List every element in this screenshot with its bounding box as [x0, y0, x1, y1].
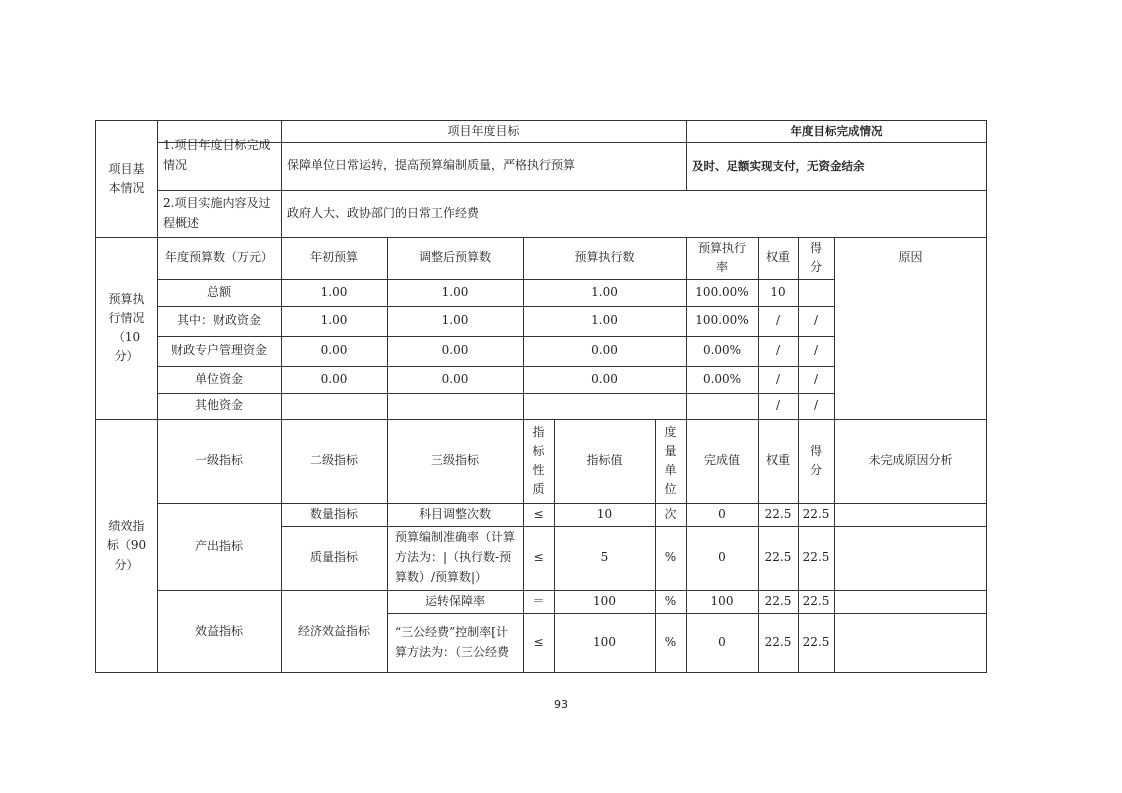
perf-actual: 100 — [710, 593, 734, 608]
target-value-header: 指标值 — [586, 453, 623, 468]
perf-value: 100 — [593, 635, 616, 650]
level2-header: 二级指标 — [309, 453, 358, 468]
budget-row-score: / — [813, 398, 819, 413]
budget-row-score: / — [813, 371, 819, 386]
perf-level2: 数量指标 — [309, 506, 358, 521]
budget-row-rate: 100.00% — [695, 313, 749, 328]
perf-weight: 22.5 — [764, 506, 792, 521]
budget-row-initial: 0.00 — [320, 371, 348, 386]
budget-row-name: 其中：财政资金 — [176, 313, 261, 328]
perf-level3: “三公经费”控制率[计算方法为：（三公经费 — [395, 625, 510, 659]
initial-budget-header: 年初预算 — [309, 250, 358, 265]
budget-row-executed: 0.00 — [591, 343, 618, 358]
perf-weight: 22.5 — [764, 635, 792, 650]
adjusted-budget-header: 调整后预算数 — [418, 250, 491, 265]
annual-budget-header: 年度预算数（万元） — [164, 250, 273, 265]
level1-header: 一级指标 — [194, 453, 243, 468]
implementation-label: 2.项目实施内容及过程概述 — [163, 195, 271, 230]
nature-header: 指标性质 — [532, 424, 545, 497]
analysis-header: 未完成原因分析 — [868, 453, 953, 468]
perf-score: 22.5 — [802, 635, 830, 650]
budget-row-score: / — [813, 343, 819, 358]
budget-row-rate: 100.00% — [695, 284, 749, 299]
budget-weight-header: 权重 — [765, 250, 790, 265]
perf-nature: ≤ — [533, 506, 544, 521]
budget-row-weight: / — [775, 371, 781, 386]
budget-row-initial: 1.00 — [320, 284, 348, 299]
budget-row-initial: 0.00 — [320, 343, 348, 358]
budget-row-rate: 0.00% — [702, 343, 742, 358]
execution-rate-header: 预算执行率 — [698, 240, 747, 274]
completion-header: 年度目标完成情况 — [790, 124, 883, 139]
budget-row-name: 财政专户管理资金 — [170, 343, 267, 358]
page-number: 93 — [554, 698, 568, 711]
perf-weight-header: 权重 — [765, 453, 790, 468]
perf-value: 100 — [593, 593, 616, 608]
perf-actual: 0 — [718, 550, 726, 565]
reason-header: 原因 — [898, 250, 923, 265]
budget-row-name: 单位资金 — [194, 371, 243, 386]
actual-value-header: 完成值 — [703, 453, 740, 468]
perf-level3: 科目调整次数 — [418, 506, 491, 521]
output-indicator-label: 产出指标 — [194, 538, 243, 553]
perf-weight: 22.5 — [764, 550, 792, 565]
goal-header: 项目年度目标 — [447, 123, 520, 138]
budget-row-executed: 1.00 — [591, 313, 618, 328]
budget-row-name: 总额 — [206, 284, 231, 299]
budget-row-executed: 1.00 — [591, 284, 618, 299]
goal-text: 保障单位日常运转，提高预算编制质量，严格执行预算 — [287, 158, 576, 173]
budget-row-weight: 10 — [770, 284, 786, 299]
budget-score-header: 得分 — [809, 240, 822, 274]
budget-row-adjusted: 0.00 — [441, 343, 469, 358]
perf-unit: % — [664, 635, 677, 650]
perf-level3: 预算编制准确率（计算方法为：|（执行数-预算数）/预算数|） — [395, 530, 516, 584]
perf-unit: % — [664, 593, 677, 608]
perf-value: 10 — [596, 506, 613, 521]
budget-row-weight: / — [775, 398, 781, 413]
budget-row-adjusted: 1.00 — [441, 284, 469, 299]
perf-score: 22.5 — [802, 506, 830, 521]
performance-table — [95, 120, 987, 673]
perf-level2: 质量指标 — [309, 550, 358, 565]
executed-budget-header: 预算执行数 — [574, 250, 635, 265]
budget-row-adjusted: 1.00 — [441, 313, 469, 328]
level3-header: 三级指标 — [430, 453, 479, 468]
perf-weight: 22.5 — [764, 593, 792, 608]
perf-actual: 0 — [718, 506, 726, 521]
budget-row-weight: / — [775, 313, 781, 328]
basic-section-label: 项目基本情况 — [108, 161, 145, 195]
unit-header: 度量单位 — [664, 424, 677, 497]
budget-row-weight: / — [775, 343, 781, 358]
budget-row-name: 其他资金 — [194, 398, 243, 413]
performance-section-label: 绩效指标（90分） — [106, 519, 147, 572]
perf-score: 22.5 — [802, 593, 830, 608]
perf-score-header: 得分 — [809, 443, 822, 477]
perf-unit: % — [664, 550, 677, 565]
completion-text: 及时、足额实现支付，无资金结余 — [692, 158, 865, 173]
perf-score: 22.5 — [802, 550, 830, 565]
budget-row-score — [798, 279, 834, 306]
perf-level3: 运转保障率 — [424, 593, 485, 608]
budget-row-initial: 1.00 — [320, 313, 348, 328]
budget-row-rate: 0.00% — [702, 371, 742, 386]
goal-completion-label: 1.项目年度目标完成情况 — [163, 137, 271, 172]
implementation-text: 政府人大、政协部门的日常工作经费 — [287, 205, 480, 220]
perf-nature: ＝ — [532, 593, 545, 608]
budget-row-score: / — [813, 313, 819, 328]
perf-unit: 次 — [664, 506, 677, 521]
perf-actual: 0 — [718, 635, 726, 650]
perf-nature: ≤ — [533, 550, 544, 565]
perf-nature: ≤ — [533, 635, 544, 650]
budget-section-label: 预算执行情况（10分） — [108, 291, 145, 364]
perf-value: 5 — [600, 550, 609, 565]
budget-row-adjusted: 0.00 — [441, 371, 469, 386]
perf-level2: 经济效益指标 — [297, 623, 370, 638]
budget-row-executed: 0.00 — [591, 371, 618, 386]
benefit-indicator-label: 效益指标 — [194, 623, 243, 638]
